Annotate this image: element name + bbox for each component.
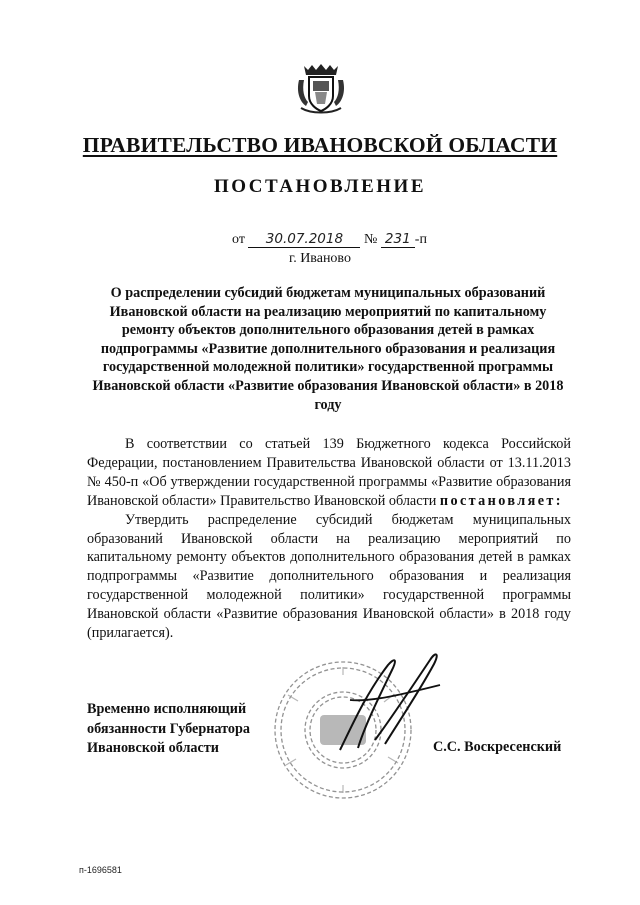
city: г. Иваново [289,251,351,266]
decree-subject: О распределении субсидий бюджетам муниципальных образований Ивановской области на реализацию мероприятий по капитальному ремонту объектов дополнительного образования детей в рамках подпрограммы «Развитие дополнительного образования и реализация государственной молодежной политики» государственной программы Ивановской области «Развитие образования Ивановской области» в 2018 году [92,285,564,413]
date-prefix: от [232,232,245,247]
document-type: ПОСТАНОВЛЕНИЕ [213,176,427,197]
preamble-text: В соответствии со статьей 139 Бюджетного кодекса Российской Федерации, постановлением Правительства Ивановской области от 13.11.2013 № 450-п «Об утверждении государственной программы «Развитие образования Ивановской области» Правительство Ивановской области [87,436,571,509]
ivanovo-coat-of-arms-icon [296,62,346,114]
government-title: ПРАВИТЕЛЬСТВО ИВАНОВСКОЙ ОБЛАСТИ [82,133,558,157]
preamble-paragraph [87,435,571,511]
position-line: Временно исполняющий [87,701,247,717]
handwritten-signature-icon [280,640,455,760]
decree-body [87,435,571,643]
position-line: обязанности Губернатора [87,720,250,737]
signatory-name: С.С. Воскресенский [433,739,562,755]
number-sign: № [363,232,378,247]
document-code: п-1696581 [79,865,122,875]
decree-date: 30.07.2018 [248,232,360,248]
decision-paragraph: Утвердить распределение субсидий бюджетам муниципальных образований Ивановской области на реализацию мероприятий по капитальному ремонту объектов дополнительного образования детей в рамках подпрограммы «Развитие дополнительного образования и реализация государственной молодежной политики» государственной программы Ивановской области «Развитие образования Ивановской области» в 2018 году (прилагается). [87,511,571,642]
dateline [232,232,427,248]
position-line: Ивановской области [87,740,219,757]
number-suffix: -п [414,232,427,247]
decree-number: 231 [381,232,415,248]
signatory-position [87,700,250,759]
decree-word: постановляет: [439,492,563,509]
